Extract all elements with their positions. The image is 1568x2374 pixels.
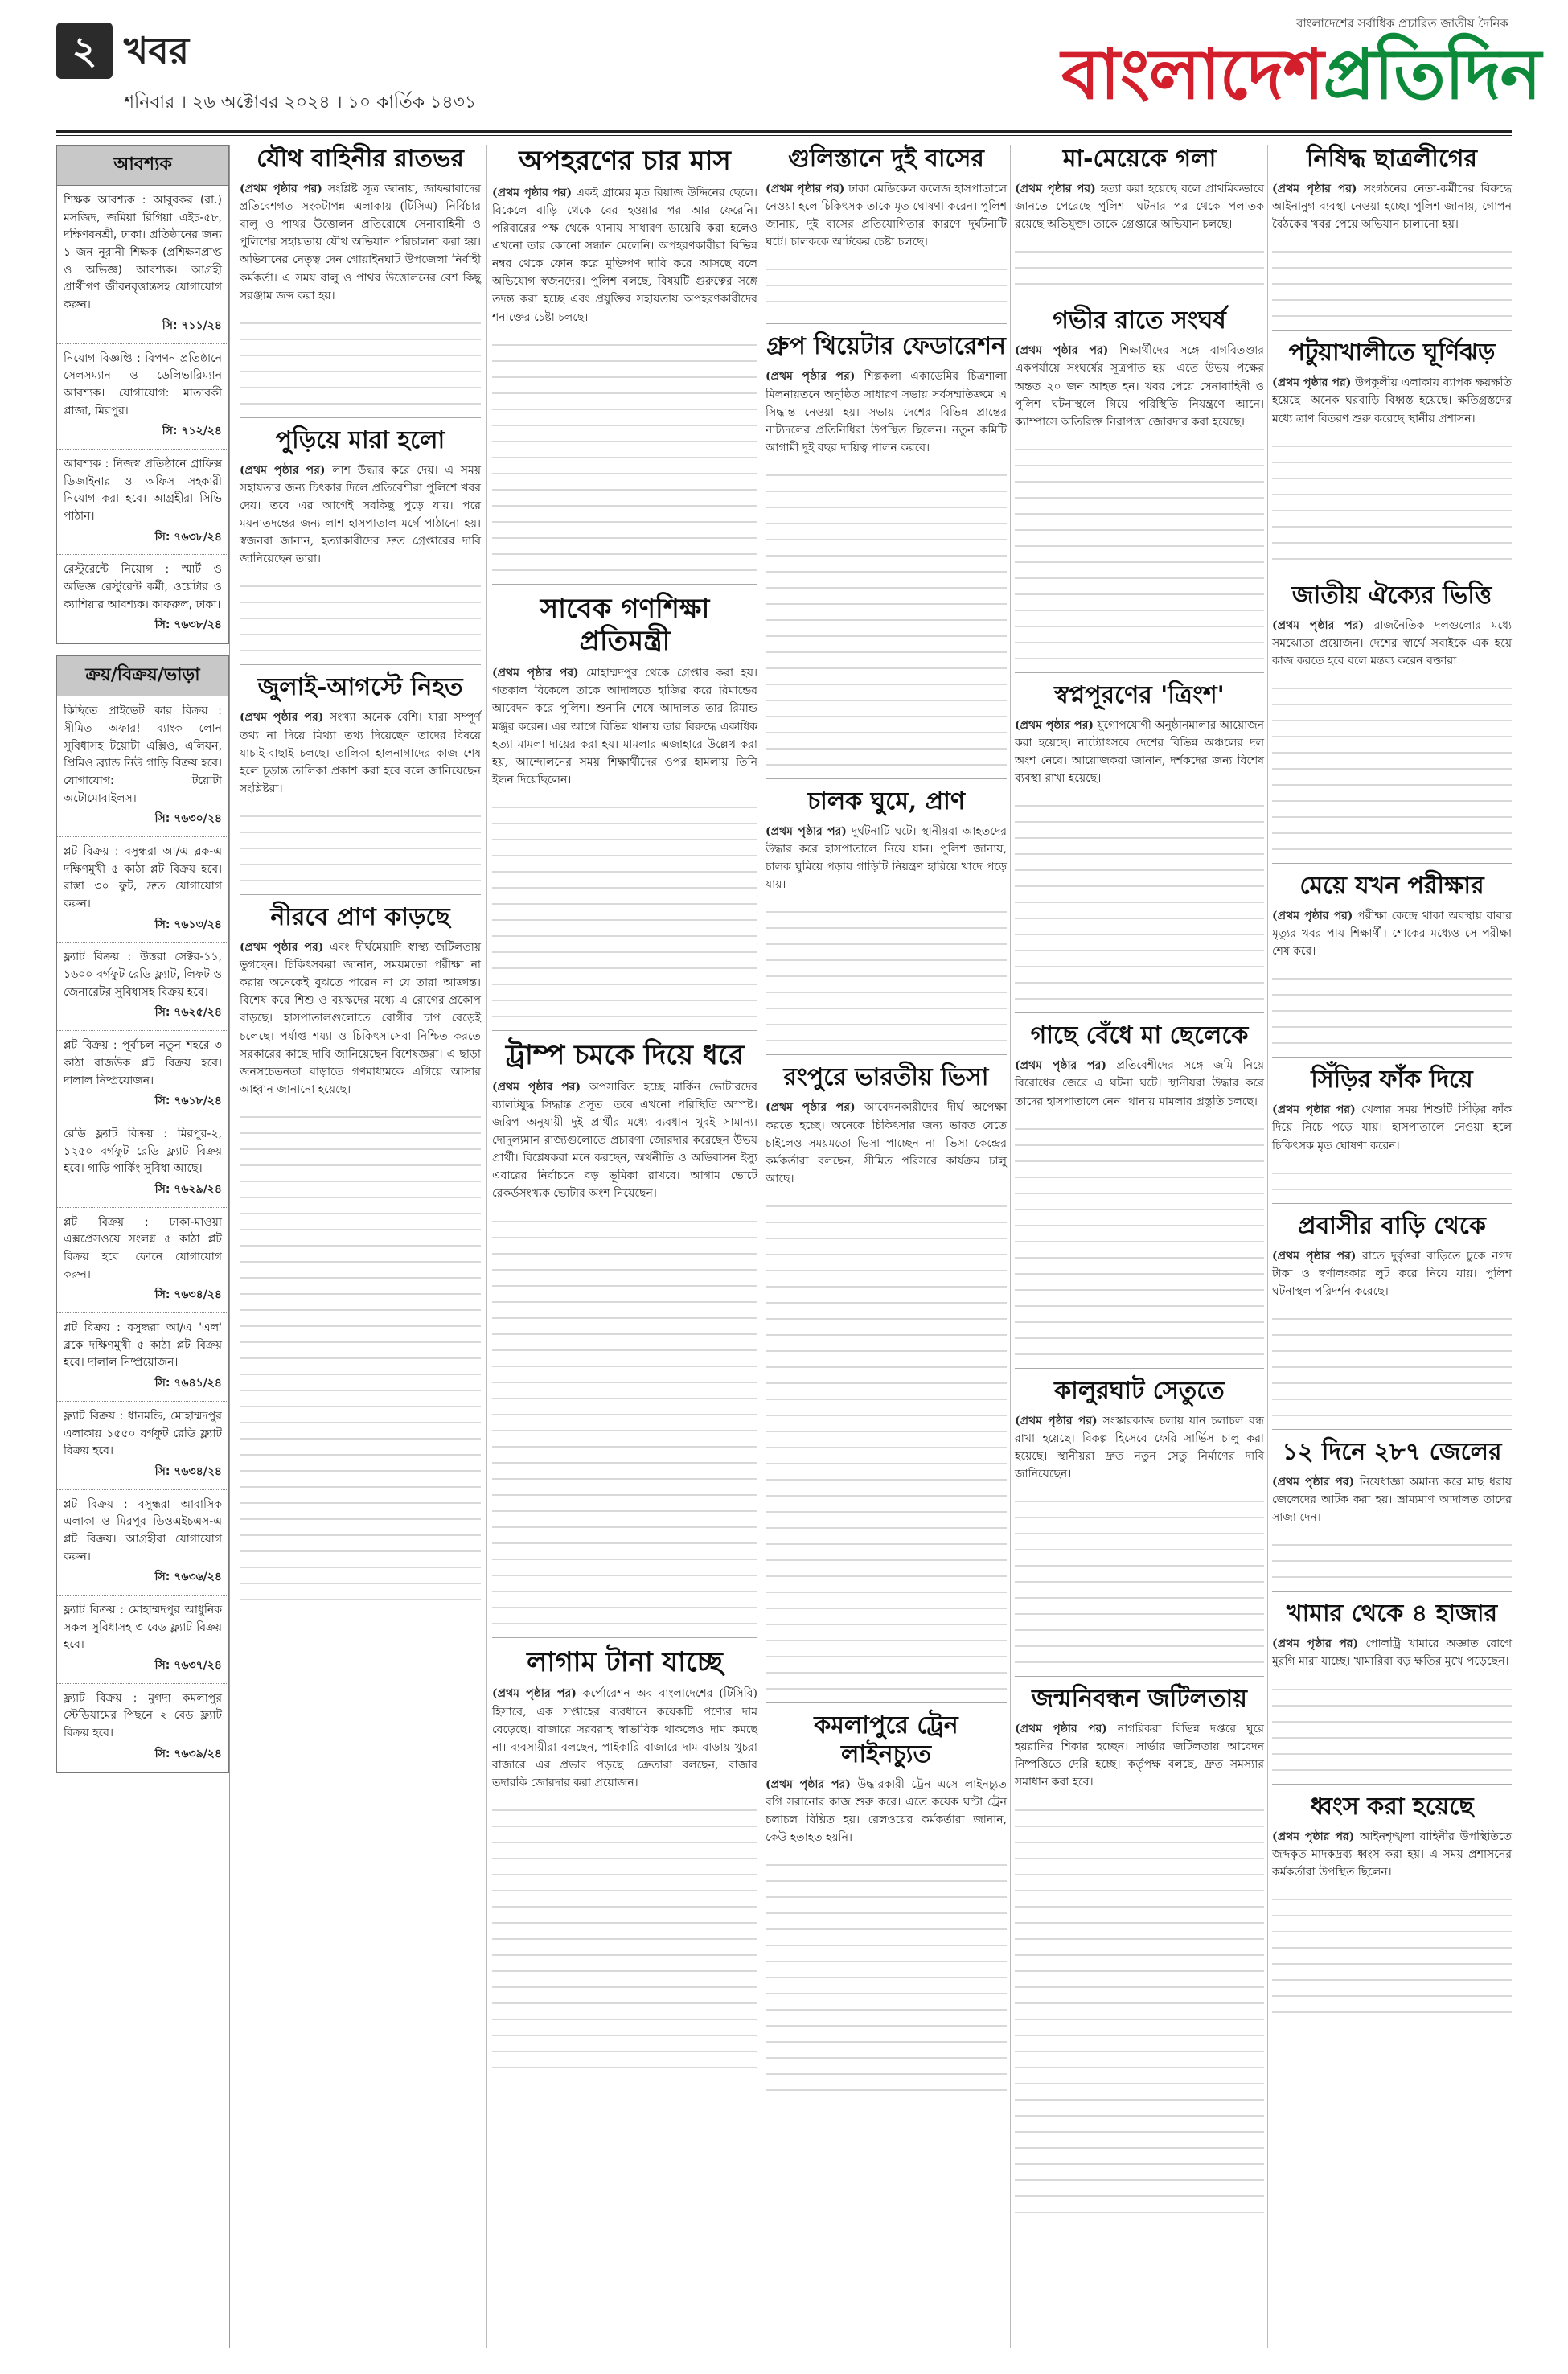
article	[240, 673, 481, 881]
article-text-continued	[240, 308, 481, 405]
classified-code: সি: ৭৬৩৪/২৪	[154, 1288, 222, 1302]
article-text: উদ্ধারকারী ট্রেন এসে লাইনচ্যুত বগি সরানোর কাজ শুরু করে। এতে কয়েক ঘণ্টা ট্রেন চলাচল বিঘ্নিত হয়। রেলওয়ের কর্মকর্তারা জানান, কেউ হতাহত হয়নি।	[766, 1777, 1008, 1845]
classified-item	[57, 1596, 228, 1684]
classified-text: প্লট বিক্রয় : বসুন্ধরা আবাসিক এলাকা ও মিরপুর ডিওএইচএস-এ প্লট বিক্রয়। আগ্রহীরা যোগাযোগ করুন।	[64, 1497, 222, 1563]
article-divider	[1272, 863, 1512, 864]
article-body	[1015, 1057, 1264, 1110]
classified-item	[57, 555, 228, 643]
article-headline: মেয়ে যখন পরীক্ষার	[1299, 871, 1484, 900]
article-dateline: (প্রথম পৃষ্ঠার পর)	[240, 463, 326, 477]
article-dateline: (প্রথম পৃষ্ঠার পর)	[766, 183, 845, 195]
article-divider	[492, 1637, 757, 1638]
article-text-continued	[1015, 1486, 1264, 1663]
article-divider	[240, 417, 481, 418]
article-dateline: (প্রথম পৃষ্ঠার পর)	[492, 1080, 581, 1094]
article-dateline: (প্রথম পৃষ্ঠার পর)	[1272, 1830, 1355, 1843]
article	[492, 1039, 757, 1624]
column-divider	[1267, 145, 1268, 2348]
article-text: পরীক্ষা কেন্দ্রে থাকা অবস্থায় বাবার মৃত্যুর খবর পায় শিক্ষার্থী। শোকের মধ্যেও সে পরীক্ষা শেষ করে।	[1272, 909, 1512, 959]
classified-item	[57, 1119, 228, 1208]
classified-text: প্লট বিক্রয় : বসুন্ধরা আ/এ ব্লক-এ দক্ষিণমুখী ৫ কাঠা প্লট বিক্রয় হবে। রাস্তা ৩০ ফুট, দ্রুত যোগাযোগ করুন।	[64, 844, 222, 910]
article-text: কর্পোরেশন অব বাংলাদেশের (টিসিবি) হিসাবে, এক সপ্তাহের ব্যবধানে কয়েকটি পণ্যের দাম বেড়েছে। বাজারে সরবরাহ স্বাভাবিক থাকলেও দাম কমছে না। ব্যবসায়ীরা বলছেন, পাইকারি বাজারে দাম বাড়ায় খুচরা বাজারে এর প্রভাব পড়ছে। ক্রেতারা বলছেন, বাজার তদারকি জোরদার করা প্রয়োজন।	[492, 1687, 758, 1789]
article-body	[766, 180, 1007, 251]
article	[240, 145, 481, 405]
classified-text: আবশ্যক : নিজস্ব প্রতিষ্ঠানে গ্রাফিক্স ডিজাইনার ও অফিস সহকারী নিয়োগ করা হবে। আগ্রহীরা সিভি পাঠান।	[64, 457, 222, 523]
article-headline: স্বপ্নপূরণের 'ত্রিংশ'	[1054, 680, 1225, 709]
article-divider	[1272, 1784, 1512, 1785]
article-headline: সিঁড়ির ফাঁক দিয়ে	[1311, 1066, 1473, 1095]
article-text: একই গ্রামের মৃত রিয়াজ উদ্দিনের ছেলে। বিকেলে বাড়ি থেকে বের হওয়ার পর আর ফেরেনি। পরিবারের পক্ষ থেকে থানায় সাধারণ ডায়েরি করা হলেও এখনো তার কোনো সন্ধান মেলেনি। অপহরণকারীরা বিভিন্ন নম্বর থেকে ফোন করে মুক্তিপণ দাবি করে আসছে বলে অভিযোগ স্বজনদের। পুলিশ বলছে, বিষয়টি গুরুত্বের সঙ্গে তদন্ত করা হচ্ছে এবং প্রযুক্তির সহায়তায় অপহরণকারীদের শনাক্তের চেষ্টা চলছে।	[492, 186, 758, 324]
article	[1015, 145, 1264, 285]
classified-text: প্লট বিক্রয় : ঢাকা-মাওয়া এক্সপ্রেসওয়ে সংলগ্ন ৫ কাঠা প্লট বিক্রয় হবে। ফোনে যোগাযোগ করুন।	[64, 1215, 222, 1281]
classified-code: সি: ৭৬৩৯/২৪	[154, 1747, 222, 1760]
article	[1272, 1066, 1512, 1189]
article-text-continued	[766, 897, 1007, 1041]
article-body	[492, 1685, 757, 1792]
article-headline: মা-মেয়েকে গলা	[1062, 145, 1217, 173]
column-divider	[1010, 145, 1011, 2348]
article-dateline: (প্রথম পৃষ্ঠার পর)	[240, 183, 322, 195]
article-text-continued	[766, 1191, 1007, 1690]
classified-code: সি: ৭৬৩৮/২৪	[154, 530, 222, 544]
article-text: যুগোপযোগী অনুষ্ঠানমালার আয়োজন করা হয়েছে। নাট্যোৎসবে দেশের বিভিন্ন অঞ্চলের দল অংশ নেবে। আয়োজকরা জানান, দর্শকদের জন্য বিশেষ ব্যবস্থা রাখা হয়েছে।	[1015, 718, 1265, 786]
column-4	[1015, 145, 1264, 2226]
article-body	[240, 709, 481, 798]
article-headline: গাছে বেঁধে মা ছেলেকে	[1030, 1021, 1249, 1050]
article-body	[492, 1078, 757, 1203]
article-text-continued	[1272, 1158, 1512, 1190]
classified-text: ফ্ল্যাট বিক্রয় : ধানমন্ডি, মোহাম্মদপুর এলাকায় ১৫৫০ বর্গফুট রেডি ফ্ল্যাট বিক্রয় হবে।	[64, 1409, 222, 1458]
article-text-continued	[1015, 236, 1264, 285]
article-dateline: (প্রথম পৃষ্ঠার পর)	[1272, 183, 1357, 195]
article-body	[240, 180, 481, 305]
article-text: রাজনৈতিক দলগুলোর মধ্যে সমঝোতা প্রয়োজন। দেশের স্বার্থে সবাইকে এক হয়ে কাজ করতে হবে বলে মন্তব্য করেন বক্তারা।	[1272, 618, 1513, 667]
article	[1015, 1377, 1264, 1663]
article-text: শিল্পকলা একাডেমির চিত্রশালা মিলনায়তনে অনুষ্ঠিত সাধারণ সভায় সর্বসম্মতিক্রমে এ সিদ্ধান্ত নেওয়া হয়। সভায় দেশের বিভিন্ন প্রান্তের নাট্যদলের প্রতিনিধিরা উপস্থিত ছিলেন। নতুন কমিটি আগামী দুই বছর দায়িত্ব পালন করবে।	[766, 370, 1007, 454]
classified-text: শিক্ষক আবশ্যক : আবুবকর (রা.) মসজিদ, জমিয়া রিগিয়া এইচ-৫৮, দক্ষিণবনশ্রী, ঢাকা। প্রতিষ্ঠানের জন্য ১ জন নূরানী শিক্ষক (প্রশিক্ষণপ্রাপ্ত ও অভিজ্ঞ) আবশ্যক। আগ্রহী প্রার্থীগণ জীবনবৃত্তান্তসহ যোগাযোগ করুন।	[64, 194, 222, 312]
article-text: সংখ্যা অনেক বেশি। যারা সম্পূর্ণ তথ্য না দিয়ে মিথ্যা তথ্য দিয়েছেন তাদের বিষয়ে যাচাই-বাছাই চলছে। তালিকা হালনাগাদের কাজ শেষ হলে চূড়ান্ত তালিকা প্রকাশ করা হবে বলে জানিয়েছেন সংশ্লিষ্টরা।	[240, 711, 482, 795]
article-body	[492, 664, 757, 789]
article-text: রাতে দুর্বৃত্তরা বাড়িতে ঢুকে নগদ টাকা ও স্বর্ণালংকার লুট করে নিয়ে যায়। পুলিশ ঘটনাস্থল পরিদর্শন করেছে।	[1272, 1249, 1512, 1298]
article	[240, 426, 481, 652]
article-divider	[766, 778, 1007, 779]
classified-text: প্লট বিক্রয় : পূর্বাচল নতুন শহরে ৩ কাঠা রাজউক প্লট বিক্রয় হবে। দালাল নিষ্প্রয়োজন।	[64, 1039, 222, 1087]
section-title: খবর	[124, 29, 190, 72]
article-dateline: (প্রথম পৃষ্ঠার পর)	[492, 186, 573, 199]
article-text: শিক্ষার্থীদের সঙ্গে বাগবিতণ্ডার একপর্যায়ে সংঘর্ষের সূত্রপাত হয়। এতে উভয় পক্ষের অন্তত ২০ জন আহত হন। খবর পেয়ে সেনাবাহিনী ও পুলিশ ঘটনাস্থলে গিয়ে পরিস্থিতি নিয়ন্ত্রণে আনে। ক্যাম্পাসে অতিরিক্ত নিরাপত্তা জোরদার করা হয়েছে।	[1015, 344, 1265, 429]
article-body	[766, 823, 1007, 893]
article-headline: পটুয়াখালীতে ঘূর্ণিঝড়	[1288, 339, 1496, 368]
article	[492, 593, 757, 1017]
article-body	[1015, 180, 1264, 233]
brand-logo	[1061, 14, 1541, 127]
article-body	[1015, 342, 1264, 431]
article-body	[1272, 1473, 1512, 1526]
article-divider	[1272, 330, 1512, 331]
article	[1272, 1793, 1512, 2013]
article-divider	[1272, 1057, 1512, 1058]
article-dateline: (প্রথম পৃষ্ঠার পর)	[1272, 1637, 1359, 1651]
article-dateline: (প্রথম পৃষ্ঠার পর)	[1015, 1414, 1098, 1427]
article-headline: নিষিদ্ধ ছাত্রলীগের	[1306, 145, 1478, 173]
article-text-continued	[492, 1206, 757, 1624]
article-text-continued	[1015, 1795, 1264, 2213]
article	[766, 1711, 1007, 2091]
classified-item	[57, 344, 228, 450]
article-text-continued	[240, 801, 481, 881]
classified-item	[57, 186, 228, 344]
article-headline: কমলাপুরে ট্রেন লাইনচ্যুত	[814, 1711, 958, 1768]
article-body	[1272, 907, 1512, 960]
classified-code: সি: ৭৬২৯/২৪	[154, 1182, 222, 1196]
article-headline: গ্রুপ থিয়েটার ফেডারেশন	[766, 332, 1006, 361]
article-body	[240, 939, 481, 1099]
article-text-continued	[492, 1795, 757, 2068]
article	[492, 1646, 757, 2068]
classified-text: কিছিতে প্রাইভেট কার বিক্রয় : সীমিত অফার! ব্যাংক লোন সুবিধাসহ টয়োটা এক্সিও, এলিয়ন, প্রিমিও ব্র্যান্ড নিউ গাড়ি বিক্রয় হবে। যোগাযোগ: টয়োটা অটোমোবাইলস।	[64, 704, 222, 805]
article-text-continued	[1272, 431, 1512, 560]
classified-text: রেস্টুরেন্টে নিয়োগ : স্মার্ট ও অভিজ্ঞ রেস্টুরেন্ট কর্মী, ওয়েটার ও ক্যাশিয়ার আবশ্যক। কাফরুল, ঢাকা।	[64, 563, 222, 611]
classified-text: ফ্ল্যাট বিক্রয় : উত্তরা সেক্টর-১১, ১৬০০ বর্গফুট রেডি ফ্ল্যাট, লিফট ও জেনারেটর সুবিধাসহ বিক্রয় হবে।	[64, 951, 222, 999]
article-text-continued	[1015, 1114, 1264, 1355]
article-dateline: (প্রথম পৃষ্ঠার পর)	[766, 824, 847, 838]
article-body	[240, 462, 481, 569]
brand-tagline: বাংলাদেশের সর্বাধিক প্রচারিত জাতীয় দৈনিক	[1296, 16, 1508, 31]
column-divider	[486, 145, 487, 2348]
article-text: পোলট্রি খামারে অজ্ঞাত রোগে মুরগি মারা যাচ্ছে। খামারিরা বড় ক্ষতির মুখে পড়েছেন।	[1272, 1637, 1513, 1669]
classified-list	[57, 696, 228, 1772]
column-1	[240, 145, 481, 1613]
article-divider	[240, 894, 481, 895]
article	[766, 1063, 1007, 1690]
article-headline: যৌথ বাহিনীর রাতভর	[257, 145, 464, 173]
article-dateline: (প্রথম পৃষ্ঠার পর)	[1272, 376, 1352, 390]
article-divider	[1272, 1203, 1512, 1204]
article-text-continued	[240, 571, 481, 651]
article-divider	[1272, 1429, 1512, 1430]
article-dateline: (প্রথম পৃষ্ঠার পর)	[492, 667, 579, 680]
article-text: হত্যা করা হয়েছে বলে প্রাথমিকভাবে জানতে পেরেছে পুলিশ। ঘটনার পর থেকে পলাতক রয়েছে অভিযুক্ত। তাকে গ্রেপ্তারে অভিযান চলছে।	[1015, 183, 1264, 232]
article	[1272, 872, 1512, 1044]
article-text-continued	[766, 1850, 1007, 2091]
article-headline: লাগাম টানা যাচ্ছে	[527, 1645, 723, 1678]
article-headline: কালুরঘাট সেতুতে	[1054, 1376, 1225, 1405]
classified-code: সি: ৭৬৩০/২৪	[154, 812, 222, 826]
article-dateline: (প্রথম পৃষ্ঠার পর)	[1272, 1103, 1356, 1117]
classified-text: ফ্ল্যাট বিক্রয় : মুগদা কমলাপুর স্টেডিয়ামের পিছনে ২ বেড ফ্ল্যাট বিক্রয় হবে।	[64, 1691, 222, 1740]
classified-code: সি: ৭৬১৩/২৪	[154, 918, 222, 931]
article-text-continued	[766, 254, 1007, 310]
article-text: আইনশৃঙ্খলা বাহিনীর উপস্থিতিতে জব্দকৃত মাদকদ্রব্য ধ্বংস করা হয়। এ সময় প্রশাসনের কর্মকর্তারা উপস্থিত ছিলেন।	[1272, 1830, 1512, 1879]
article-headline: ধ্বংস করা হয়েছে	[1310, 1792, 1474, 1821]
article	[1272, 581, 1512, 850]
article	[1015, 1685, 1264, 2212]
article-dateline: (প্রথম পৃষ্ঠার পর)	[766, 370, 856, 384]
article-dateline: (প্রথম পৃষ্ঠার পর)	[766, 1777, 851, 1791]
article-body	[1015, 717, 1264, 787]
article-dateline: (প্রথম পৃষ্ঠার পর)	[1015, 718, 1094, 732]
article-divider	[1015, 672, 1264, 673]
classified-item	[57, 943, 228, 1031]
article	[1272, 1212, 1512, 1416]
article-body	[1272, 1635, 1512, 1670]
classified-list	[57, 186, 228, 643]
article-body	[492, 184, 757, 327]
classified-text: নিয়োগ বিজ্ঞপ্তি : বিপণন প্রতিষ্ঠানে সেলসম্যান ও ডেলিভারিম্যান আবশ্যক। যোগাযোগ: মাতাবকী প্লাজা, মিরপুর।	[64, 351, 222, 417]
classified-box-wanted	[56, 145, 229, 644]
article-body	[766, 368, 1007, 457]
article-headline: পুড়িয়ে মারা হলো	[275, 425, 445, 454]
article-text: আবেদনকারীদের দীর্ঘ অপেক্ষা করতে হচ্ছে। অনেকে চিকিৎসার জন্য ভারত যেতে চাইলেও সময়মতো ভিসা পাচ্ছেন না। ভিসা কেন্দ্রের কর্মকর্তারা বলছেন, সীমিত পরিসরে কার্যক্রম চালু আছে।	[766, 1101, 1008, 1185]
article	[766, 787, 1007, 1041]
article-body	[1272, 180, 1512, 233]
article-text: খেলার সময় শিশুটি সিঁড়ির ফাঁক দিয়ে নিচে পড়ে যায়। হাসপাতালে নেওয়া হলে চিকিৎসক মৃত ঘোষণা করেন।	[1272, 1103, 1513, 1152]
article-headline: চালক ঘুমে, প্রাণ	[807, 787, 966, 815]
article-divider	[766, 1702, 1007, 1703]
brand-name	[1061, 34, 1541, 115]
article-text-continued	[1272, 963, 1512, 1044]
brand-name-part2: প্রতিদিন	[1323, 34, 1541, 115]
article	[1272, 1600, 1512, 1770]
classified-code: সি: ৭১১/২৪	[162, 318, 222, 332]
article	[492, 145, 757, 571]
article-headline: জুলাই-আগস্টে নিহত	[257, 673, 463, 702]
classified-text: প্লট বিক্রয় : বসুন্ধরা আ/এ 'এল' ব্লকে দক্ষিণমুখী ৫ কাঠা প্লট বিক্রয় হবে। দালাল নিষ্প্রয়োজন।	[64, 1321, 222, 1370]
classified-item	[57, 450, 228, 555]
classified-code: সি: ৭৬৩৭/২৪	[154, 1659, 222, 1673]
article-headline: সাবেক গণশিক্ষা প্রতিমন্ত্রী	[540, 592, 710, 658]
article-headline: রংপুরে ভারতীয় ভিসা	[783, 1063, 989, 1092]
article-dateline: (প্রথম পৃষ্ঠার পর)	[1272, 1475, 1355, 1489]
article-text: সংস্কারকাজ চলায় যান চলাচল বন্ধ রাখা হয়েছে। বিকল্প হিসেবে ফেরি সার্ভিস চালু করা হয়েছে। স্থানীয়রা দ্রুত নতুন সেতু নির্মাণের দাবি জানিয়েছেন।	[1015, 1414, 1264, 1481]
classified-box-sale	[56, 655, 229, 1772]
article-body	[1015, 1720, 1264, 1791]
article-body	[1272, 1247, 1512, 1300]
classified-item	[57, 837, 228, 943]
article-dateline: (প্রথম পৃষ্ঠার পর)	[240, 940, 324, 954]
article-divider	[1015, 1676, 1264, 1677]
article	[1272, 145, 1512, 317]
article-text: লাশ উদ্ধার করে দেয়। এ সময় সহায়তার জন্য চিৎকার দিলে প্রতিবেশীরা পুলিশে খবর দেয়। তবে এর আগেই সবকিছু পুড়ে যায়। পরে ময়নাতদন্তের জন্য লাশ হাসপাতাল মর্গে পাঠানো হয়। স্বজনরা জানান, হত্যাকারীদের দ্রুত গ্রেপ্তারের দাবি জানিয়েছেন তারা।	[240, 463, 481, 566]
article-text: দুর্ঘটনাটি ঘটে। স্থানীয়রা আহতদের উদ্ধার করে হাসপাতালে নিয়ে যান। পুলিশ জানায়, চালক ঘুমিয়ে পড়ায় গাড়িটি নিয়ন্ত্রণ হারিয়ে খাদে পড়ে যায়।	[766, 824, 1008, 892]
column-2	[492, 145, 757, 2081]
article-text-continued	[492, 792, 757, 1017]
article-text: মোহাম্মদপুর থেকে গ্রেপ্তার করা হয়। গতকাল বিকেলে তাকে আদালতে হাজির করে রিমান্ডের আবেদন করে পুলিশ। শুনানি শেষে আদালত তার রিমান্ড মঞ্জুর করেন। এর আগে বিভিন্ন থানায় তার বিরুদ্ধে একাধিক হত্যা মামলা দায়ের করা হয়। মামলার এজাহারে উল্লেখ করা হয়, আন্দোলনের সময় শিক্ষার্থীদের ওপর হামলায় তিনি ইন্ধন দিয়েছিলেন।	[492, 667, 758, 787]
article-text-continued	[1015, 791, 1264, 1000]
article-divider	[766, 323, 1007, 324]
article-dateline: (প্রথম পৃষ্ঠার পর)	[240, 711, 324, 725]
column-5	[1272, 145, 1512, 2026]
article-dateline: (প্রথম পৃষ্ঠার পর)	[1272, 1249, 1357, 1263]
classified-text: ফ্ল্যাট বিক্রয় : মোহাম্মদপুর আধুনিক সকল সুবিধাসহ ৩ বেড ফ্ল্যাট বিক্রয় হবে।	[64, 1604, 222, 1652]
classifieds-column	[56, 145, 230, 2348]
article-text-continued	[1272, 1674, 1512, 1771]
classified-code: সি: ৭৬৩৬/২৪	[154, 1571, 222, 1584]
article-text: প্রতিবেশীদের সঙ্গে জমি নিয়ে বিরোধের জেরে এ ঘটনা ঘটে। স্থানীয়রা উদ্ধার করে তাদের হাসপাতালে নেন। থানায় মামলার প্রস্তুতি চলছে।	[1015, 1059, 1264, 1108]
article-text: উপকূলীয় এলাকায় ব্যাপক ক্ষয়ক্ষতি হয়েছে। অনেক ঘরবাড়ি বিধ্বস্ত হয়েছে। ক্ষতিগ্রস্তদের মধ্যে ত্রাণ বিতরণ শুরু করেছে স্থানীয় প্রশাসন।	[1272, 376, 1513, 425]
article-body	[1272, 374, 1512, 427]
article-body	[1272, 1101, 1512, 1154]
article	[1015, 306, 1264, 659]
article	[240, 903, 481, 1600]
article-text-continued	[492, 330, 757, 571]
classified-box-title: আবশ্যক	[57, 146, 228, 186]
article-body	[1272, 617, 1512, 670]
classified-code: সি: ৭৬২৫/২৪	[154, 1006, 222, 1020]
page-number-badge: ২	[56, 23, 113, 79]
article-body	[766, 1099, 1007, 1188]
article-text-continued	[1015, 434, 1264, 659]
article-text-continued	[1272, 236, 1512, 317]
article-divider	[1015, 1368, 1264, 1369]
article-body	[766, 1776, 1007, 1846]
article	[766, 332, 1007, 766]
classified-item	[57, 1402, 228, 1490]
classified-item	[57, 1490, 228, 1596]
classified-item	[57, 1313, 228, 1402]
article-dateline: (প্রথম পৃষ্ঠার পর)	[1272, 909, 1353, 922]
article-dateline: (প্রথম পৃষ্ঠার পর)	[1015, 183, 1096, 195]
article-text: অপসারিত হচ্ছে মার্কিন ভোটারদের ব্যালটযুদ্ধ সিদ্ধান্ত প্রসূত। তবে এখনো পরিস্থিতি অস্পষ্ট। জরিপ অনুযায়ী দুই প্রার্থীর মধ্যে ব্যবধান খুবই সামান্য। দোদুল্যমান রাজ্যগুলোতে প্রচারণা জোরদার করেছেন উভয় প্রার্থী। বিশ্লেষকরা মনে করছেন, অর্থনীতি ও অভিবাসন ইস্যু এবারের নির্বাচনে বড় ভূমিকা রাখবে। আগাম ভোটে রেকর্ডসংখ্যক ভোটার অংশ নিয়েছেন।	[492, 1080, 758, 1201]
classified-code: সি: ৭৬১৮/২৪	[154, 1095, 222, 1108]
article-text-continued	[1272, 1304, 1512, 1416]
article-headline: প্রবাসীর বাড়ি থেকে	[1298, 1211, 1486, 1240]
article-headline: গুলিস্তানে দুই বাসের	[788, 145, 984, 173]
article-divider	[492, 1030, 757, 1031]
masthead	[56, 14, 1541, 127]
issue-date: শনিবার । ২৬ অক্টোবর ২০২৪ । ১০ কার্তিক ১৪৩১	[124, 92, 477, 113]
article-text: এবং দীর্ঘমেয়াদি স্বাস্থ্য জটিলতায় ভুগছেন। চিকিৎসকরা জানান, সময়মতো পরীক্ষা না করায় অনেকেই বুঝতে পারেন না যে তারা আক্রান্ত। বিশেষ করে শিশু ও বয়স্কদের মধ্যে এ রোগের প্রকোপ বাড়ছে। হাসপাতালগুলোতে রোগীর চাপ বেড়েই চলেছে। পর্যাপ্ত শয্যা ও চিকিৎসাসেবা নিশ্চিত করতে সরকারের কাছে দাবি জানিয়েছেন বিশেষজ্ঞরা। এ ছাড়া জনসচেতনতা বাড়াতে গণমাধ্যমকে এগিয়ে আসার আহ্বান জানানো হয়েছে।	[240, 940, 482, 1096]
article-divider	[766, 1054, 1007, 1055]
article-text-continued	[240, 1102, 481, 1600]
article-headline: জন্মনিবন্ধন জটিলতায়	[1032, 1685, 1247, 1714]
article-headline: ১২ দিনে ২৮৭ জেলের	[1282, 1437, 1502, 1466]
article-dateline: (প্রথম পৃষ্ঠার পর)	[492, 1687, 577, 1701]
article-body	[1272, 1828, 1512, 1881]
article-text: নিষেধাজ্ঞা অমান্য করে মাছ ধরায় জেলেদের আটক করা হয়। ভ্রাম্যমাণ আদালত তাদের সাজা দেন।	[1272, 1475, 1513, 1525]
article-headline: গভীর রাতে সংঘর্ষ	[1053, 306, 1226, 335]
article-text: নাগরিকরা বিভিন্ন দপ্তরে ঘুরে হয়রানির শিকার হচ্ছেন। সার্ভার জটিলতায় আবেদন নিষ্পত্তিতে দেরি হচ্ছে। কর্তৃপক্ষ বলছে, দ্রুত সমস্যার সমাধান করা হবে।	[1015, 1723, 1265, 1789]
classified-text: রেডি ফ্ল্যাট বিক্রয় : মিরপুর-২, ১২৫০ বর্গফুট রেডি ফ্ল্যাট বিক্রয় হবে। গাড়ি পার্কিং সুবিধা আছে।	[64, 1127, 222, 1176]
article-headline: জাতীয় ঐক্যের ভিত্তি	[1291, 581, 1492, 610]
article-dateline: (প্রথম পৃষ্ঠার পর)	[1015, 1059, 1106, 1073]
classified-item	[57, 1031, 228, 1119]
article-dateline: (প্রথম পৃষ্ঠার পর)	[1015, 1723, 1107, 1736]
brand-name-part1: বাংলাদেশ	[1061, 34, 1324, 115]
article-headline: খামার থেকে ৪ হাজার	[1286, 1600, 1498, 1629]
article-text: সংশ্লিষ্ট সূত্র জানায়, জাফরাবাদের প্রতিবেশগত সংকটাপন্ন এলাকায় (টিসিএ) নির্বিচার বালু ও পাথর উত্তোলন প্রতিরোধে সেনাবাহিনী ও পুলিশের সহায়তায় যৌথ অভিযান পরিচালনা করা হয়। অভিযানের নেতৃত্ব দেন গোয়াইনঘাট উপজেলা নির্বাহী কর্মকর্তা। এ সময় বালু ও পাথর উত্তোলনের বেশ কিছু সরঞ্জাম জব্দ করা হয়।	[240, 183, 482, 302]
article-divider	[492, 584, 757, 585]
article-body	[1015, 1412, 1264, 1483]
article-divider	[240, 664, 481, 665]
article-text-continued	[766, 460, 1007, 766]
classified-item	[57, 1684, 228, 1772]
masthead-rule-thin	[56, 135, 1512, 136]
article-headline: ট্রাম্প চমকে দিয়ে ধরে	[505, 1039, 745, 1072]
classified-box-title: ক্রয়/বিক্রয়/ভাড়া	[57, 656, 228, 696]
article-text-continued	[1272, 1530, 1512, 1578]
article-divider	[1015, 1012, 1264, 1013]
article-dateline: (প্রথম পৃষ্ঠার পর)	[766, 1101, 856, 1115]
classified-code: সি: ৭১২/২৪	[162, 425, 222, 438]
article-text: ঢাকা মেডিকেল কলেজ হাসপাতালে নেওয়া হলে চিকিৎসক তাকে মৃত ঘোষণা করেন। পুলিশ জানায়, দুই বাসের প্রতিযোগিতার কারণে দুর্ঘটনাটি ঘটে। চালককে আটকের চেষ্টা চলছে।	[766, 183, 1008, 249]
article-headline: নীরবে প্রাণ কাড়ছে	[270, 902, 450, 931]
article	[766, 145, 1007, 310]
article-headline: অপহরণের চার মাস	[519, 145, 731, 177]
article	[1272, 1438, 1512, 1578]
article	[1272, 339, 1512, 559]
masthead-rule	[56, 130, 1512, 133]
classified-item	[57, 696, 228, 837]
classified-code: সি: ৭৬৩৮/২৪	[154, 618, 222, 632]
article-dateline: (প্রথম পৃষ্ঠার পর)	[1015, 344, 1109, 358]
classified-item	[57, 1208, 228, 1313]
classified-code: সি: ৭৬৩৪/২৪	[154, 1464, 222, 1478]
article-divider	[1272, 1591, 1512, 1592]
article	[1015, 681, 1264, 1000]
article-dateline: (প্রথম পৃষ্ঠার পর)	[1272, 618, 1365, 632]
article-text-continued	[1272, 673, 1512, 850]
classified-code: সি: ৭৬৪১/২৪	[154, 1377, 222, 1390]
column-3	[766, 145, 1007, 2104]
article-text: সংগঠনের নেতা-কর্মীদের বিরুদ্ধে আইনানুগ ব্যবস্থা নেওয়া হচ্ছে। পুলিশ জানায়, গোপন বৈঠকের খবর পেয়ে অভিযান চালানো হয়।	[1272, 183, 1512, 232]
article	[1015, 1021, 1264, 1354]
article-text-continued	[1272, 1884, 1512, 2013]
